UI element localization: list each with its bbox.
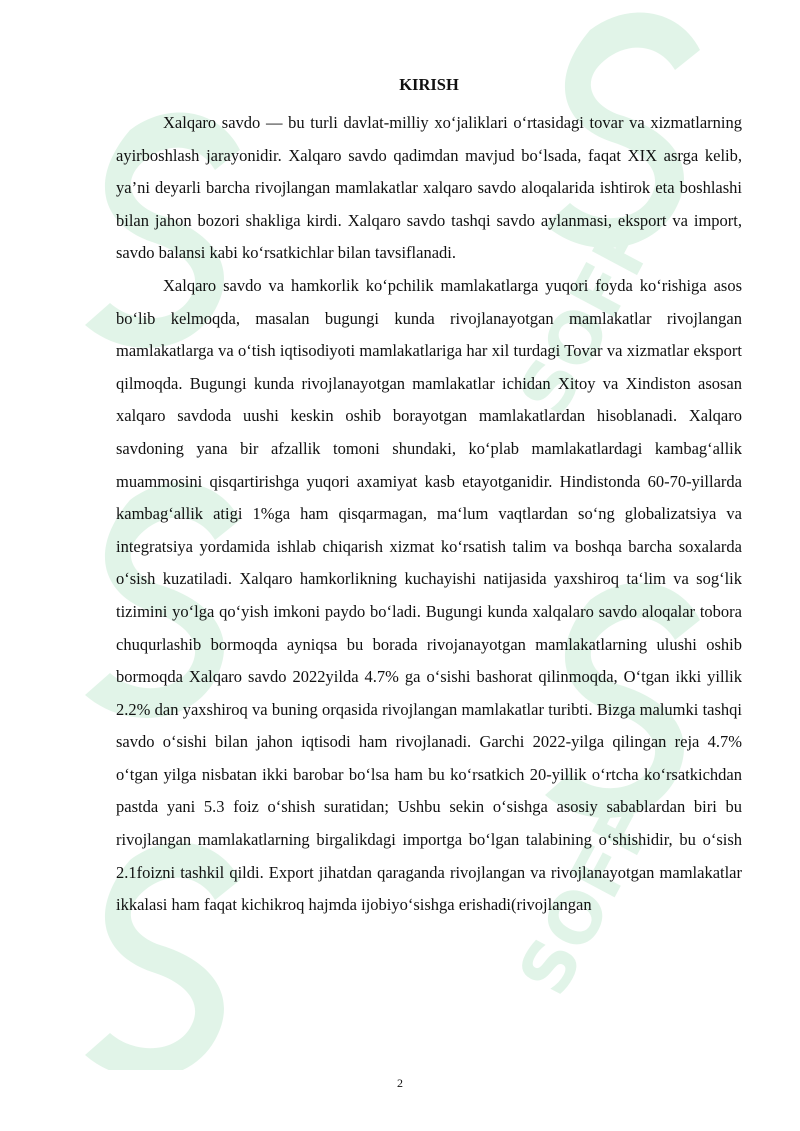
paragraph-2: Xalqaro savdo va hamkorlik ko‘pchilik mamlakatlarga yuqori foyda ko‘rishiga asos bo‘lib kelmoqda, masalan bugungi kunda rivojlanayotgan mamlakatlar rivojlangan mamlakatlarga va o‘tish iqtisodiyoti mamlakatlariga har xil turdagi Tovar va xizmatlar eksport qilmoqda. Bugungi kunda rivojlanayotgan mamlakatlar ichidan Xitoy va Xindiston asosan xalqaro savdoda uushi keskin oshib borayotgan mamlakatlardan hisoblanadi. Xalqaro savdoning yana bir afzallik tomoni shundaki, ko‘plab mamlakatlardagi kambag‘allik muammosini qisqartirishga yuqori axamiyat kasb etayotganidir. Hindistonda 60-70-yillarda kambag‘allik atigi 1%ga ham qisqarmagan, ma‘lum vaqtlardan so‘ng globalizatsiya va integratsiya yordamida ishlab chiqarish xizmat ko‘rsatish talim va boshqa barcha soxalarda o‘sish kuzatiladi. Xalqaro hamkorlikning kuchayishi natijasida yaxshiroq ta‘lim va sog‘lik tizimini yo‘lga qo‘yish imkoni paydo bo‘ladi. Bugungi kunda xalqalaro savdo aloqalar tobora chuqurlashib bormoqda ayniqsa bu borada rivojanayotgan mamlakatlarning ulushi oshib bormoqda Xalqaro savdo 2022yilda 4.7% ga o‘sishi bashorat qilinmoqda, O‘tgan ikki yillik 2.2% dan yaxshiroq va buning orqasida rivojlangan mamlakatlar turibti. Bizga malumki tashqi savdo o‘sishi bilan jahon iqtisodi ham rivojlanadi. Garchi 2022-yilga qilingan reja 4.7% o‘tgan yilga nisbatan ikki barobar bo‘lsa ham bu ko‘rsatkich 20-yillik o‘rtcha ko‘rsatkichdan pastda yani 5.3 foiz o‘shish suratidan; Ushbu sekin o‘sishga asosiy sabablardan biri bu rivojlangan mamlakatlarning birgalikdagi importga bo‘lgan talabining o‘shishidir, bu o‘sish 2.1foizni tashkil qildi. Export jihatdan qaraganda rivojlangan va rivojlanayotgan mamlakatlar ikkalasi ham faqat kichikroq hajmda ijobiyo‘sishga erishadi(rivojlangan — [116, 275, 742, 915]
svg-text:SOFF: SOFF — [502, 207, 672, 428]
page-number: 2 — [397, 1076, 403, 1090]
paragraph-1: Xalqaro savdo — bu turli davlat-milliy xo‘jaliklari o‘rtasidagi tovar va xizmatlarning ayirboshlash jarayonidir. Xalqaro savdo qadimdan mavjud bo‘lsada, faqat XIX asrga kelib, ya’ni deyarli barcha rivojlangan mamlakatlar xalqaro savdo aloqalarida ishtirok eta boshlashi bilan jahon bozori shakliga kirdi. Xalqaro savdo tashqi savdo aylanmasi, eksport va import, savdo balansi kabi ko‘rsatkichlar bilan tavsiflanadi. — [116, 113, 742, 263]
svg-text:SOFF: SOFF — [502, 787, 672, 1008]
document-body — [116, 74, 742, 922]
document-title: KIRISH — [399, 75, 459, 94]
